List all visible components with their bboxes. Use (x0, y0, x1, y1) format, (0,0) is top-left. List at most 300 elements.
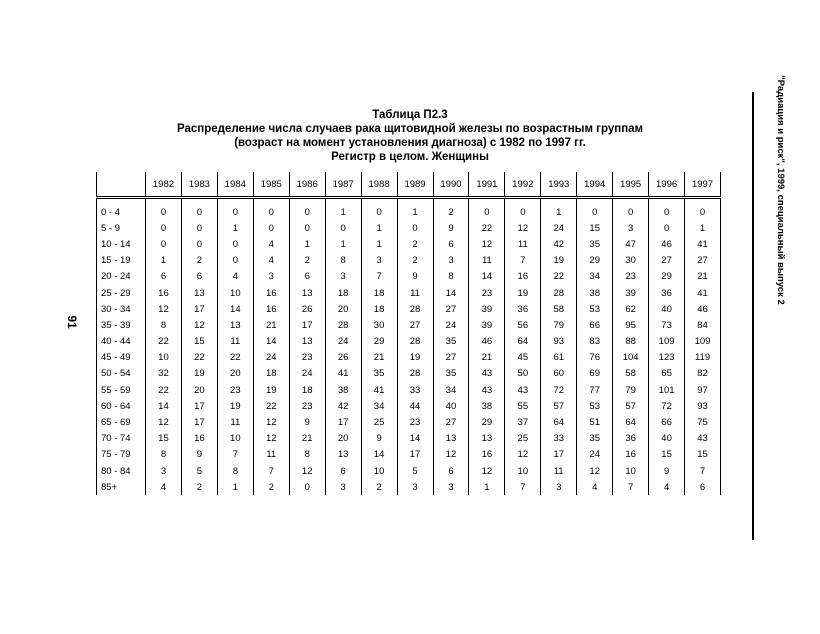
case-count-cell: 0 (181, 198, 217, 221)
case-count-cell: 20 (181, 382, 217, 398)
case-count-cell: 8 (325, 253, 361, 269)
case-count-cell: 10 (613, 463, 649, 479)
case-count-cell: 14 (397, 431, 433, 447)
case-count-cell: 64 (505, 334, 541, 350)
age-group-cell: 5 - 9 (97, 220, 146, 236)
case-count-cell: 16 (469, 447, 505, 463)
table-title (130, 108, 690, 164)
case-count-cell: 62 (613, 301, 649, 317)
case-count-cell: 21 (253, 317, 289, 333)
case-count-cell: 60 (541, 366, 577, 382)
case-count-cell: 12 (505, 220, 541, 236)
case-count-cell: 22 (217, 350, 253, 366)
case-count-cell: 29 (361, 334, 397, 350)
case-count-cell: 17 (541, 447, 577, 463)
case-count-cell: 6 (289, 269, 325, 285)
case-count-cell: 20 (325, 301, 361, 317)
case-count-cell: 72 (541, 382, 577, 398)
case-count-cell: 15 (181, 334, 217, 350)
case-count-cell: 43 (685, 431, 721, 447)
case-count-cell: 28 (397, 301, 433, 317)
case-count-cell: 18 (325, 285, 361, 301)
table-row (97, 253, 721, 269)
title-line-3: (возраст на момент установления диагноза) с 1982 по 1997 гг. (234, 137, 586, 149)
case-count-cell: 84 (685, 317, 721, 333)
case-count-cell: 93 (541, 334, 577, 350)
case-count-cell: 0 (505, 198, 541, 221)
case-count-cell: 12 (577, 463, 613, 479)
case-count-cell: 11 (541, 463, 577, 479)
case-count-cell: 1 (217, 220, 253, 236)
case-count-cell: 15 (685, 447, 721, 463)
case-count-cell: 0 (217, 253, 253, 269)
case-count-cell: 12 (253, 414, 289, 430)
case-count-cell: 7 (217, 447, 253, 463)
case-count-cell: 11 (217, 334, 253, 350)
case-count-cell: 24 (289, 366, 325, 382)
case-count-cell: 12 (433, 447, 469, 463)
case-count-cell: 7 (361, 269, 397, 285)
case-count-cell: 1 (469, 479, 505, 495)
case-count-cell: 15 (577, 220, 613, 236)
case-count-cell: 21 (469, 350, 505, 366)
case-count-cell: 58 (541, 301, 577, 317)
age-group-cell: 80 - 84 (97, 463, 146, 479)
case-count-cell: 13 (181, 285, 217, 301)
case-count-cell: 44 (397, 398, 433, 414)
case-count-cell: 2 (253, 479, 289, 495)
case-count-cell: 16 (253, 285, 289, 301)
case-count-cell: 7 (505, 253, 541, 269)
age-group-cell: 30 - 34 (97, 301, 146, 317)
case-count-cell: 28 (397, 334, 433, 350)
case-count-cell: 19 (217, 398, 253, 414)
case-count-cell: 17 (289, 317, 325, 333)
year-header: 1987 (325, 172, 361, 198)
case-count-cell: 38 (577, 285, 613, 301)
case-count-cell: 38 (469, 398, 505, 414)
case-count-cell: 2 (397, 253, 433, 269)
case-count-cell: 11 (469, 253, 505, 269)
table-row (97, 317, 721, 333)
case-count-cell: 1 (217, 479, 253, 495)
case-count-cell: 46 (469, 334, 505, 350)
case-count-cell: 23 (397, 414, 433, 430)
case-count-cell: 19 (397, 350, 433, 366)
case-count-cell: 119 (685, 350, 721, 366)
title-line-2: Распределение числа случаев рака щитовидной железы по возрастным группам (176, 123, 644, 135)
case-count-cell: 18 (361, 285, 397, 301)
age-group-cell: 20 - 24 (97, 269, 146, 285)
age-group-cell: 75 - 79 (97, 447, 146, 463)
case-count-cell: 4 (217, 269, 253, 285)
case-count-cell: 26 (325, 350, 361, 366)
case-count-cell: 43 (469, 366, 505, 382)
case-count-cell: 0 (253, 220, 289, 236)
case-count-cell: 2 (397, 236, 433, 252)
case-count-cell: 0 (649, 198, 685, 221)
case-count-cell: 15 (649, 447, 685, 463)
case-count-cell: 0 (217, 198, 253, 221)
case-count-cell: 22 (181, 350, 217, 366)
case-count-cell: 14 (253, 334, 289, 350)
case-count-cell: 0 (253, 198, 289, 221)
case-count-cell: 6 (433, 236, 469, 252)
case-count-cell: 0 (289, 479, 325, 495)
case-count-cell: 28 (325, 317, 361, 333)
case-count-cell: 57 (613, 398, 649, 414)
case-count-cell: 0 (469, 198, 505, 221)
case-count-cell: 23 (289, 350, 325, 366)
case-count-cell: 7 (253, 463, 289, 479)
case-count-cell: 1 (361, 220, 397, 236)
case-count-cell: 8 (146, 447, 182, 463)
case-count-cell: 10 (217, 431, 253, 447)
case-count-cell: 6 (685, 479, 721, 495)
case-count-cell: 17 (181, 398, 217, 414)
case-count-cell: 50 (505, 366, 541, 382)
case-count-cell: 0 (217, 236, 253, 252)
case-count-cell: 1 (397, 198, 433, 221)
case-count-cell: 21 (289, 431, 325, 447)
case-count-cell: 9 (361, 431, 397, 447)
age-group-cell: 0 - 4 (97, 198, 146, 221)
case-count-cell: 61 (541, 350, 577, 366)
year-header: 1989 (397, 172, 433, 198)
case-count-cell: 28 (397, 366, 433, 382)
case-count-cell: 3 (253, 269, 289, 285)
case-count-cell: 16 (505, 269, 541, 285)
case-count-cell: 41 (361, 382, 397, 398)
case-count-cell: 11 (397, 285, 433, 301)
case-count-cell: 27 (685, 253, 721, 269)
case-count-cell: 5 (181, 463, 217, 479)
case-count-cell: 20 (325, 431, 361, 447)
title-line-4: Регистр в целом. Женщины (331, 151, 489, 163)
case-count-cell: 4 (649, 479, 685, 495)
case-count-cell: 23 (613, 269, 649, 285)
case-count-cell: 27 (433, 350, 469, 366)
case-count-cell: 64 (541, 414, 577, 430)
case-count-cell: 21 (685, 269, 721, 285)
case-count-cell: 23 (217, 382, 253, 398)
case-count-cell: 24 (433, 317, 469, 333)
year-header: 1991 (469, 172, 505, 198)
case-count-cell: 123 (649, 350, 685, 366)
year-header: 1983 (181, 172, 217, 198)
case-count-cell: 12 (469, 463, 505, 479)
case-count-cell: 109 (649, 334, 685, 350)
case-count-cell: 18 (289, 382, 325, 398)
case-count-cell: 35 (361, 366, 397, 382)
case-count-cell: 19 (253, 382, 289, 398)
case-count-cell: 23 (469, 285, 505, 301)
case-count-cell: 40 (649, 301, 685, 317)
case-count-cell: 24 (325, 334, 361, 350)
case-count-cell: 46 (649, 236, 685, 252)
case-count-cell: 4 (146, 479, 182, 495)
table-row (97, 198, 721, 221)
case-count-cell: 0 (181, 220, 217, 236)
table-row (97, 382, 721, 398)
case-count-cell: 6 (181, 269, 217, 285)
case-count-cell: 35 (433, 334, 469, 350)
case-count-cell: 46 (685, 301, 721, 317)
table-row (97, 463, 721, 479)
case-count-cell: 3 (361, 253, 397, 269)
case-count-cell: 75 (685, 414, 721, 430)
running-header: "Радиация и риск", 1999, специальный выпуск 2 (775, 75, 786, 305)
case-count-cell: 57 (541, 398, 577, 414)
table-row (97, 236, 721, 252)
case-count-cell: 0 (649, 220, 685, 236)
table-row (97, 447, 721, 463)
case-count-cell: 3 (541, 479, 577, 495)
page-number: 91 (65, 315, 79, 329)
case-count-cell: 2 (433, 198, 469, 221)
case-count-cell: 77 (577, 382, 613, 398)
case-count-cell: 2 (361, 479, 397, 495)
data-table (96, 172, 721, 495)
year-header: 1984 (217, 172, 253, 198)
year-header: 1985 (253, 172, 289, 198)
table-row (97, 285, 721, 301)
case-count-cell: 14 (361, 447, 397, 463)
case-count-cell: 9 (649, 463, 685, 479)
age-group-cell: 25 - 29 (97, 285, 146, 301)
age-group-cell: 10 - 14 (97, 236, 146, 252)
case-count-cell: 36 (613, 431, 649, 447)
case-count-cell: 29 (577, 253, 613, 269)
case-count-cell: 17 (181, 301, 217, 317)
case-count-cell: 34 (433, 382, 469, 398)
case-count-cell: 23 (289, 398, 325, 414)
case-count-cell: 36 (649, 285, 685, 301)
case-count-cell: 14 (146, 398, 182, 414)
case-count-cell: 34 (361, 398, 397, 414)
case-count-cell: 27 (433, 414, 469, 430)
age-group-cell: 70 - 74 (97, 431, 146, 447)
case-count-cell: 19 (541, 253, 577, 269)
case-count-cell: 0 (146, 236, 182, 252)
case-count-cell: 109 (685, 334, 721, 350)
age-group-cell: 45 - 49 (97, 350, 146, 366)
case-count-cell: 45 (505, 350, 541, 366)
case-count-cell: 16 (613, 447, 649, 463)
vertical-rule (752, 92, 754, 540)
case-count-cell: 24 (253, 350, 289, 366)
case-count-cell: 88 (613, 334, 649, 350)
case-count-cell: 13 (217, 317, 253, 333)
case-count-cell: 33 (397, 382, 433, 398)
case-count-cell: 95 (613, 317, 649, 333)
case-count-cell: 22 (541, 269, 577, 285)
case-count-cell: 1 (325, 236, 361, 252)
case-count-cell: 12 (289, 463, 325, 479)
case-count-cell: 9 (397, 269, 433, 285)
case-count-cell: 11 (505, 236, 541, 252)
case-count-cell: 28 (541, 285, 577, 301)
title-line-1: Таблица П2.3 (372, 109, 448, 121)
header-row (97, 172, 721, 198)
age-group-cell: 85+ (97, 479, 146, 495)
case-count-cell: 10 (146, 350, 182, 366)
case-count-cell: 12 (505, 447, 541, 463)
case-count-cell: 10 (217, 285, 253, 301)
year-header: 1993 (541, 172, 577, 198)
case-count-cell: 0 (181, 236, 217, 252)
case-count-cell: 9 (181, 447, 217, 463)
case-count-cell: 40 (649, 431, 685, 447)
case-count-cell: 43 (505, 382, 541, 398)
case-count-cell: 38 (325, 382, 361, 398)
case-count-cell: 4 (577, 479, 613, 495)
case-count-cell: 43 (469, 382, 505, 398)
case-count-cell: 56 (505, 317, 541, 333)
case-count-cell: 41 (685, 285, 721, 301)
case-count-cell: 55 (505, 398, 541, 414)
case-count-cell: 65 (649, 366, 685, 382)
case-count-cell: 32 (146, 366, 182, 382)
case-count-cell: 10 (361, 463, 397, 479)
case-count-cell: 12 (469, 236, 505, 252)
case-count-cell: 20 (217, 366, 253, 382)
case-count-cell: 1 (541, 198, 577, 221)
case-count-cell: 8 (146, 317, 182, 333)
case-count-cell: 3 (433, 479, 469, 495)
case-count-cell: 0 (289, 220, 325, 236)
table-row (97, 479, 721, 495)
case-count-cell: 26 (289, 301, 325, 317)
table-row (97, 334, 721, 350)
case-count-cell: 41 (685, 236, 721, 252)
year-header: 1982 (146, 172, 182, 198)
case-count-cell: 36 (505, 301, 541, 317)
case-count-cell: 12 (146, 301, 182, 317)
case-count-cell: 35 (433, 366, 469, 382)
case-count-cell: 4 (253, 253, 289, 269)
case-count-cell: 14 (217, 301, 253, 317)
case-count-cell: 8 (433, 269, 469, 285)
table-row (97, 398, 721, 414)
case-count-cell: 2 (181, 479, 217, 495)
table-row (97, 350, 721, 366)
case-count-cell: 13 (289, 285, 325, 301)
case-count-cell: 97 (685, 382, 721, 398)
case-count-cell: 7 (685, 463, 721, 479)
case-count-cell: 3 (325, 269, 361, 285)
case-count-cell: 4 (253, 236, 289, 252)
case-count-cell: 29 (469, 414, 505, 430)
case-count-cell: 1 (146, 253, 182, 269)
case-count-cell: 42 (325, 398, 361, 414)
case-count-cell: 3 (146, 463, 182, 479)
case-count-cell: 24 (577, 447, 613, 463)
case-count-cell: 18 (361, 301, 397, 317)
case-count-cell: 7 (505, 479, 541, 495)
case-count-cell: 6 (433, 463, 469, 479)
case-count-cell: 22 (253, 398, 289, 414)
table-row (97, 366, 721, 382)
case-count-cell: 21 (361, 350, 397, 366)
case-count-cell: 6 (325, 463, 361, 479)
case-count-cell: 2 (181, 253, 217, 269)
case-count-cell: 30 (613, 253, 649, 269)
case-count-cell: 47 (613, 236, 649, 252)
case-count-cell: 1 (361, 236, 397, 252)
corner-cell (97, 172, 146, 198)
case-count-cell: 0 (289, 198, 325, 221)
age-group-cell: 15 - 19 (97, 253, 146, 269)
case-count-cell: 0 (685, 198, 721, 221)
case-count-cell: 13 (289, 334, 325, 350)
case-count-cell: 15 (146, 431, 182, 447)
year-header: 1996 (649, 172, 685, 198)
case-count-cell: 29 (649, 269, 685, 285)
case-count-cell: 3 (397, 479, 433, 495)
case-count-cell: 83 (577, 334, 613, 350)
table-row (97, 269, 721, 285)
year-header: 1995 (613, 172, 649, 198)
case-count-cell: 7 (613, 479, 649, 495)
age-group-cell: 40 - 44 (97, 334, 146, 350)
case-count-cell: 27 (433, 301, 469, 317)
case-count-cell: 11 (217, 414, 253, 430)
case-count-cell: 3 (325, 479, 361, 495)
case-count-cell: 9 (433, 220, 469, 236)
case-count-cell: 5 (397, 463, 433, 479)
case-count-cell: 8 (289, 447, 325, 463)
case-count-cell: 64 (613, 414, 649, 430)
table-row (97, 301, 721, 317)
case-count-cell: 6 (146, 269, 182, 285)
case-count-cell: 16 (253, 301, 289, 317)
case-count-cell: 37 (505, 414, 541, 430)
year-header: 1992 (505, 172, 541, 198)
case-count-cell: 13 (433, 431, 469, 447)
case-count-cell: 12 (253, 431, 289, 447)
year-header: 1994 (577, 172, 613, 198)
case-count-cell: 35 (577, 236, 613, 252)
case-count-cell: 30 (361, 317, 397, 333)
case-count-cell: 19 (181, 366, 217, 382)
case-count-cell: 9 (289, 414, 325, 430)
case-count-cell: 22 (146, 334, 182, 350)
case-count-cell: 0 (613, 198, 649, 221)
case-count-cell: 72 (649, 398, 685, 414)
case-count-cell: 79 (541, 317, 577, 333)
case-count-cell: 53 (577, 398, 613, 414)
case-count-cell: 0 (146, 198, 182, 221)
case-count-cell: 1 (685, 220, 721, 236)
case-count-cell: 79 (613, 382, 649, 398)
year-header: 1986 (289, 172, 325, 198)
case-count-cell: 18 (253, 366, 289, 382)
case-count-cell: 10 (505, 463, 541, 479)
table-row (97, 431, 721, 447)
case-count-cell: 8 (217, 463, 253, 479)
case-count-cell: 17 (181, 414, 217, 430)
case-count-cell: 66 (577, 317, 613, 333)
case-count-cell: 11 (253, 447, 289, 463)
case-count-cell: 34 (577, 269, 613, 285)
case-count-cell: 51 (577, 414, 613, 430)
case-count-cell: 33 (541, 431, 577, 447)
year-header: 1988 (361, 172, 397, 198)
case-count-cell: 69 (577, 366, 613, 382)
case-count-cell: 24 (541, 220, 577, 236)
case-count-cell: 39 (469, 301, 505, 317)
